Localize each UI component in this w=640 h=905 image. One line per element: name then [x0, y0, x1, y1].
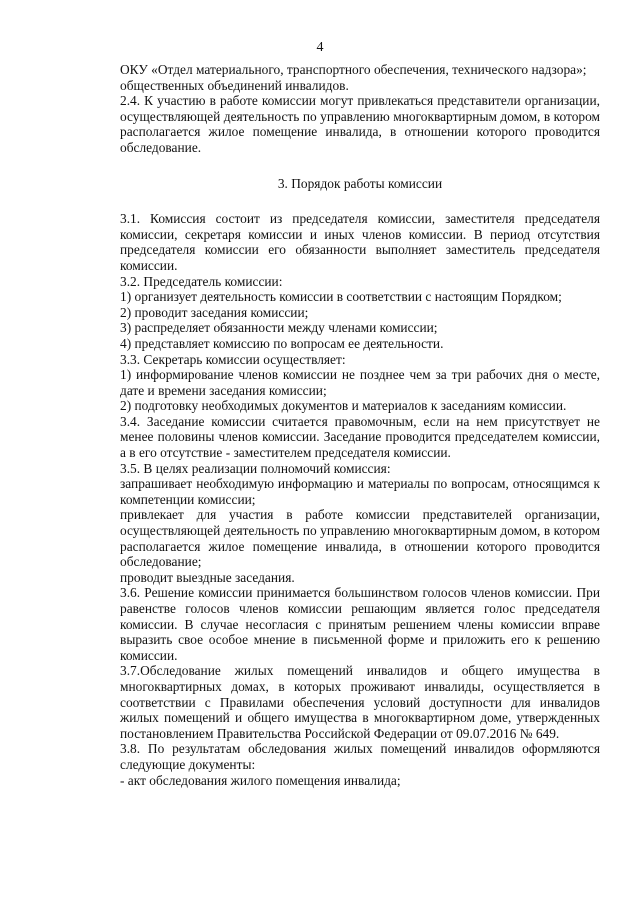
- page-number: 4: [316, 40, 324, 55]
- paragraph-3-6: 3.6. Решение комиссии принимается большинством голосов членов комиссии. При равенстве голосов членов комиссии решающим является голос председателя комиссии. В случае несогласия с принятым решением члены комиссии вправе выразить свое особое мнение в письменной форме и приложить его к решению комиссии.: [120, 585, 600, 663]
- paragraph-3-2: 3.2. Председатель комиссии:: [120, 273, 283, 289]
- paragraph-public-associations: общественных объединений инвалидов.: [120, 77, 349, 93]
- paragraph-oku: ОКУ «Отдел материального, транспортного обеспечения, технического надзора»;: [120, 62, 587, 77]
- paragraph-3-5-request: запрашивает необходимую информацию и материалы по вопросам, относящимся к компетенции комиссии;: [120, 476, 600, 507]
- paragraph-3-2-2: 2) проводит заседания комиссии;: [120, 304, 309, 320]
- paragraph-3-8: 3.8. По результатам обследования жилых помещений инвалидов оформляются следующие документы:: [120, 741, 600, 772]
- paragraph-3-8-act: - акт обследования жилого помещения инвалида;: [120, 772, 401, 788]
- paragraph-3-2-4: 4) представляет комиссию по вопросам ее деятельности.: [120, 335, 444, 351]
- paragraph-3-1: 3.1. Комиссия состоит из председателя комиссии, заместителя председателя комиссии, секретаря комиссии и иных членов комиссии. В период отсутствия председателя комиссии его обязанности выполняет заместитель председателя комиссии.: [120, 211, 600, 273]
- section-heading: 3. Порядок работы комиссии: [277, 175, 443, 191]
- paragraph-3-3-2: 2) подготовку необходимых документов и материалов к заседаниям комиссии.: [120, 398, 567, 414]
- paragraph-3-3: 3.3. Секретарь комиссии осуществляет:: [120, 351, 346, 367]
- paragraph-2-4: 2.4. К участию в работе комиссии могут привлекаться представители организации, осуществляющей деятельность по управлению многоквартирным домом, в котором располагается жилое помещение инвалида, в отношении которого проводится обследование.: [120, 93, 600, 155]
- document-body: [120, 62, 600, 788]
- paragraph-3-7: 3.7.Обследование жилых помещений инвалидов и общего имущества в многоквартирных домах, в которых проживают инвалиды, осуществляется в соответствии с Правилами обеспечения условий доступности для инвалидов жилых помещений и общего имущества в многоквартирном доме, утвержденных постановлением Правительства Российской Федерации от 09.07.2016 № 649.: [120, 663, 600, 741]
- paragraph-3-5: 3.5. В целях реализации полномочий комиссия:: [120, 460, 391, 476]
- paragraph-3-2-1: 1) организует деятельность комиссии в соответствии с настоящим Порядком;: [120, 289, 562, 305]
- paragraph-3-2-3: 3) распределяет обязанности между членами комиссии;: [120, 320, 438, 336]
- paragraph-3-5-field-meetings: проводит выездные заседания.: [120, 569, 295, 585]
- paragraph-3-5-involve: привлекает для участия в работе комиссии представителей организации, осуществляющей деятельность по управлению многоквартирным домом, в котором располагается жилое помещение инвалида, в отношении которого проводится обследование;: [120, 507, 600, 570]
- paragraph-3-4: 3.4. Заседание комиссии считается правомочным, если на нем присутствует не менее половины членов комиссии. Заседание проводится председателем комиссии, а в его отсутствие - заместителем председателя комиссии.: [120, 413, 600, 461]
- paragraph-3-3-1: 1) информирование членов комиссии не позднее чем за три рабочих дня о месте, дате и времени заседания комиссии;: [120, 367, 600, 398]
